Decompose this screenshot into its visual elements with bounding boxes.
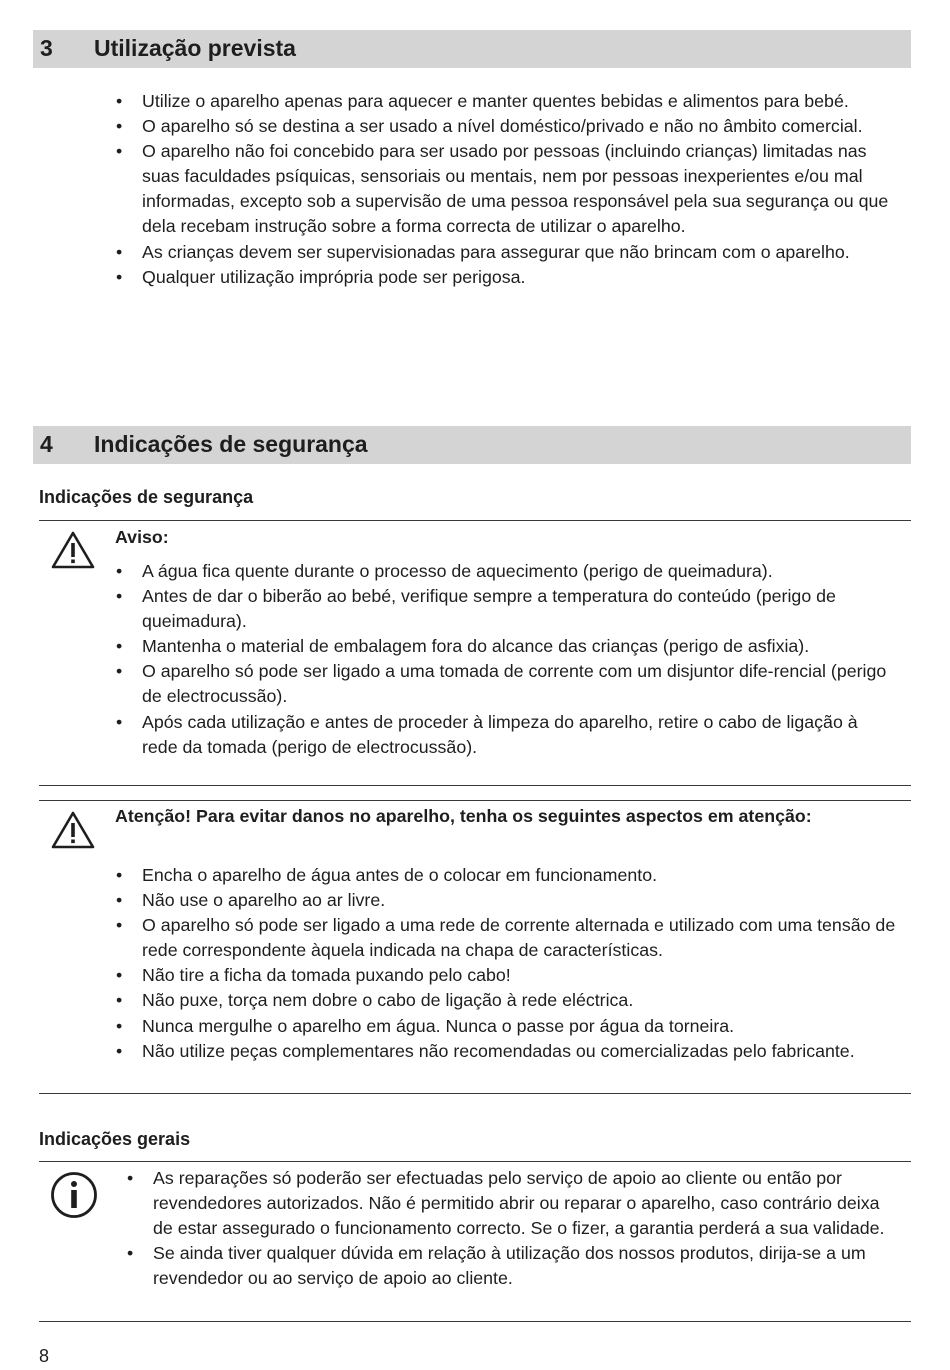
divider: [39, 1321, 911, 1322]
section-3-header: [33, 30, 911, 68]
list-item: • O aparelho não foi concebido para ser usado por pessoas (incluindo crianças) limitadas nas suas faculdades psíquicas, sensoriais ou mentais, nem por pessoas inexperientes e/ou mal informadas, excepto sob a supervisão de uma pessoa responsável pela sua segurança ou que dela recebam instrução sobre a forma correcta de utilizar o aparelho.: [115, 139, 907, 239]
section-number: 3: [40, 35, 53, 61]
section-number: 4: [40, 431, 53, 457]
general-subheading: Indicações gerais: [39, 1129, 191, 1149]
section-title: Indicações de segurança: [94, 431, 368, 457]
list-item: • Não puxe, torça nem dobre o cabo de ligação à rede eléctrica.: [115, 988, 900, 1013]
list-item: • Encha o aparelho de água antes de o colocar em funcionamento.: [115, 863, 900, 888]
list-item: • Antes de dar o biberão ao bebé, verifique sempre a temperatura do conteúdo (perigo de queimadura).: [115, 584, 890, 634]
warning-triangle-icon: [50, 530, 96, 570]
list-item: • Após cada utilização e antes de proceder à limpeza do aparelho, retire o cabo de ligação à rede da tomada (perigo de electrocussão).: [115, 710, 890, 760]
list-item: • Nunca mergulhe o aparelho em água. Nunca o passe por água da torneira.: [115, 1014, 900, 1039]
warning-triangle-icon: [50, 810, 96, 850]
caution-label: Atenção! Para evitar danos no aparelho, tenha os seguintes aspectos em atenção:: [115, 806, 812, 826]
list-item: • Qualquer utilização imprópria pode ser perigosa.: [115, 265, 900, 290]
list-item: • O aparelho só pode ser ligado a uma tomada de corrente com um disjuntor dife-rencial (perigo de electrocussão).: [115, 659, 890, 709]
safety-subheading: Indicações de segurança: [39, 487, 254, 507]
divider: [39, 1093, 911, 1094]
divider: [39, 800, 911, 801]
list-item: • Se ainda tiver qualquer dúvida em relação à utilização dos nossos produtos, dirija-se a um revendedor ou ao serviço de apoio ao cliente.: [126, 1241, 901, 1291]
warning-list: [115, 559, 890, 760]
list-item: • Não tire a ficha da tomada puxando pelo cabo!: [115, 963, 900, 988]
info-circle-icon: [49, 1170, 99, 1220]
list-item: • O aparelho só pode ser ligado a uma rede de corrente alternada e utilizado com uma tensão de rede correspondente àquela indicada na chapa de características.: [115, 913, 900, 963]
list-item: • As crianças devem ser supervisionadas para assegurar que não brincam com o aparelho.: [115, 240, 900, 265]
list-item: • A água fica quente durante o processo de aquecimento (perigo de queimadura).: [115, 559, 890, 584]
list-item: • Utilize o aparelho apenas para aquecer e manter quentes bebidas e alimentos para bebé.: [115, 89, 900, 114]
list-item: • Mantenha o material de embalagem fora do alcance das crianças (perigo de asfixia).: [115, 634, 890, 659]
section-title: Utilização prevista: [94, 35, 296, 61]
section-4-header: [33, 426, 911, 464]
list-item: • Não use o aparelho ao ar livre.: [115, 888, 900, 913]
list-item: • Não utilize peças complementares não recomendadas ou comercializadas pelo fabricante.: [115, 1039, 867, 1064]
divider: [39, 1161, 911, 1162]
divider: [39, 520, 911, 521]
list-item: • O aparelho só se destina a ser usado a nível doméstico/privado e não no âmbito comercial.: [115, 114, 900, 139]
general-list: [126, 1166, 901, 1291]
divider: [39, 785, 911, 786]
page-number: 8: [39, 1346, 50, 1366]
warning-label: Aviso:: [115, 527, 169, 547]
list-item: • As reparações só poderão ser efectuadas pelo serviço de apoio ao cliente ou então por revendedores autorizados. Não é permitido abrir ou reparar o aparelho, caso contrário deixa de estar assegurado o funcionamento correcto. Se o fizer, a garantia perderá a sua validade.: [126, 1166, 901, 1241]
caution-list: [115, 863, 900, 1064]
section-3-list: [115, 89, 900, 290]
